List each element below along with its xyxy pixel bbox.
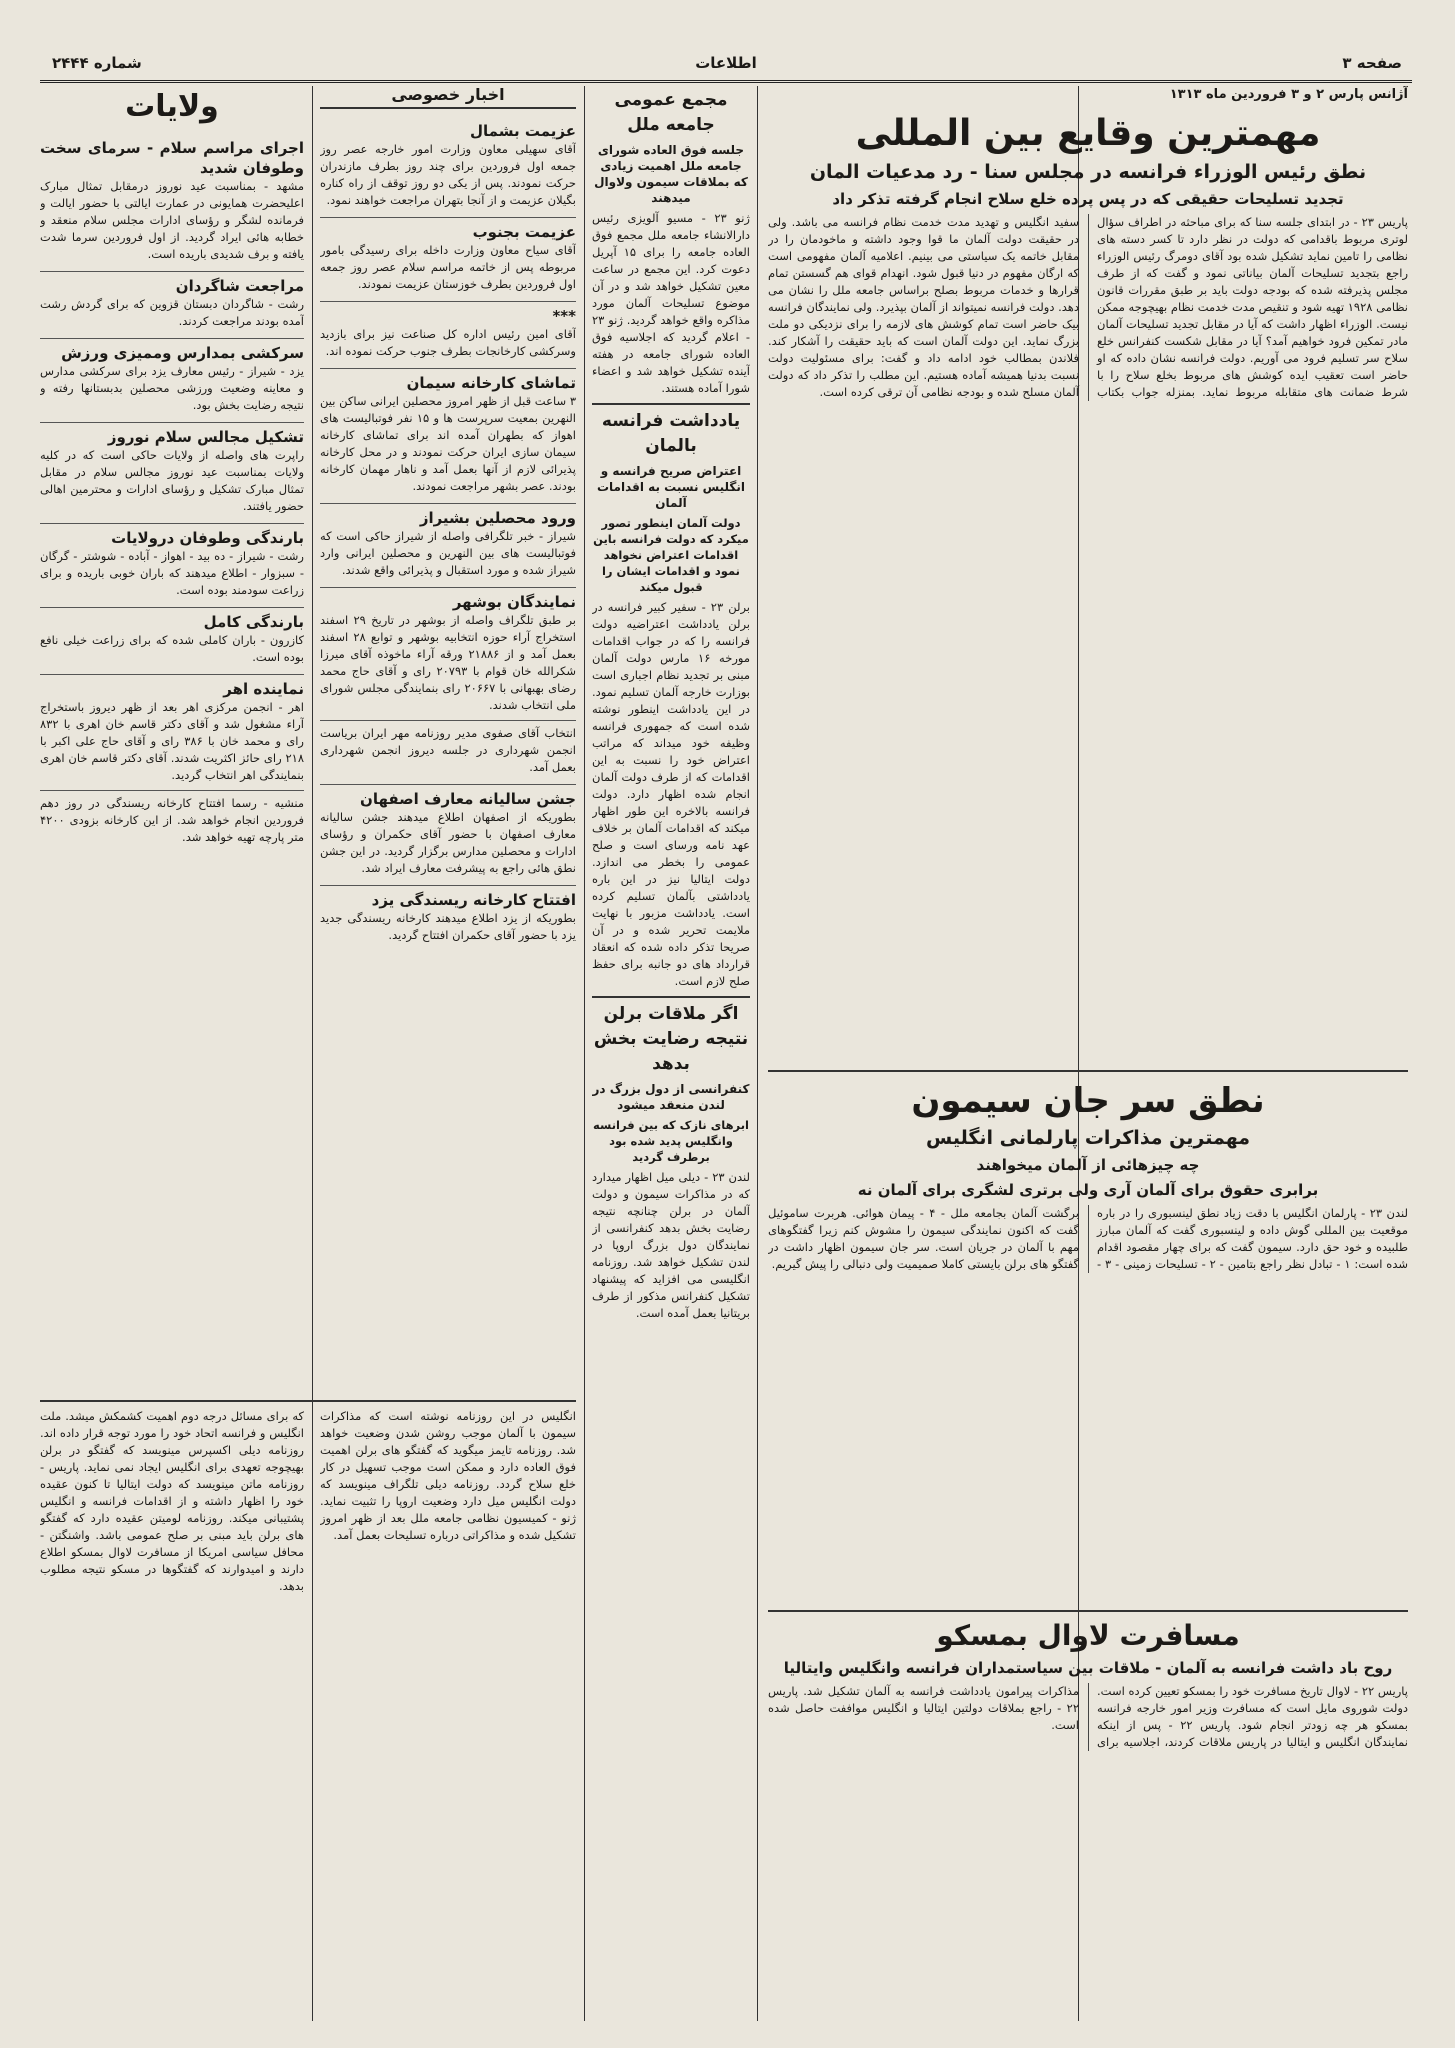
- headline: مسافرت لاوال بمسکو: [936, 1619, 1240, 1652]
- item-body: بر طبق تلگراف واصله از بوشهر در تاریخ ۲۹ اسفند استخراج آراء حوزه انتخابیه بوشهر و توابع ۲۸ اسفند بعمل آمد و از ۲۱۸۸۶ ورقه آراء ماخوذه آقای میرزا شکرالله خان قوام با ۲۰۷۹۳ رای و آقای حاج محمد رضای بهبهانی با ۲۰۶۶۷ رای بنمایندگی مجلس شورای ملی انتخاب شدند.: [320, 613, 576, 712]
- item-body: بطوریکه از اصفهان اطلاع میدهند جشن سالیانه معارف اصفهان با حضور آقای حکمران و رؤسای ادارات و محصلین مدارس برگزار گردید. در این جشن نطق هائی راجع به پیشرفت معارف ایراد شد.: [320, 810, 576, 875]
- deck: کنفرانسی از دول بزرگ در لندن منعقد میشود: [592, 1082, 750, 1112]
- item-heading: مراجعت شاگردان: [40, 271, 304, 296]
- column-rule: [757, 86, 758, 2021]
- item-heading: نماینده اهر: [40, 674, 304, 699]
- article-body: برلن ۲۳ - سفیر کبیر فرانسه در برلن یادداشت اعتراضیه دولت فرانسه را که در جواب اقدامات مورخه ۱۶ مارس دولت آلمان مبنی بر تجدید نظام اجباری است بوزارت خارجه آلمان تسلیم نمود. در این یادداشت اینطور نوشته شده است که جمهوری فرانسه وظیفه خود میداند که مراتب اعتراض خود را نسبت به این اقدامات که از طرف دولت آلمان انجام شده اظهار دارد. دولت فرانسه بالاخره این طور اظهار میکند که اقدامات آلمان بر خلاف عهد نامه ورسای است و صلح عمومی را بخطر می اندازد. دولت ایتالیا نیز در این باره یادداشتی بآلمان تسلیم کرده است. یادداشت مزبور با نهایت ملایمت تحریر شده و در آن صریحا تذکر داده شده که انعقاد قرارداد های دو جانبه برای حفظ صلح لازم است.: [592, 600, 750, 988]
- item-heading: بارندگی وطوفان درولایات: [40, 523, 304, 548]
- item-heading: تماشای کارخانه سیمان: [320, 368, 576, 393]
- deck: جلسه فوق العاده شورای جامعه ملل اهمیت زیادی که بملاقات سیمون ولاوال میدهند: [594, 143, 748, 205]
- item-heading: افتتاح کارخانه ریسندگی یزد: [320, 885, 576, 910]
- section-label: اخبار خصوصی: [320, 86, 576, 109]
- headline: اگر ملاقات برلن نتیجه رضایت بخش بدهد: [592, 996, 750, 1077]
- article-body: پاریس ۲۳ - در ابتدای جلسه سنا که برای مباحثه در اطراف سؤال لوتری مربوط باقدامی که دولت در نظر دارد تا کسر دسته های نظامی را تامین نماید تشکیل شده بود آقای دومرگ رئیس الوزراء راجع بتجدید تسلیحات آلمان بیاناتی نمود و گفت که از طرف مجلس پذیرفته شده که بودجه دولت باید بر طبق مقررات قانون نظامی ۱۹۲۸ تهیه شود و تنقیص مدت خدمت نظام بهیچوجه ممکن نیست. الوزراء اظهار داشت که آیا در مقابل تجدید تسلیحات آلمان مادر تمکین فرود خواهیم آمد؟ آیا در مقابل شکست کنفرانس خلع سلاح سر تسلیم فرود می آوریم. دولت فرانسه نشان داده که او حاضر است تعقیب ایده کوشش های مربوط بخلع سلاح را با شرط ضمانت های متقابله مربوط نماید. بمنزله جواب بکتاب سفید انگلیس و تهدید مدت خدمت نظام فرانسه می باشد. ولی در حقیقت دولت آلمان ما قوا وجود داشته و ماخودمان را در مقابل خاتمه یک سیاستی می بینیم. اعلامیه آلمان مفهومی است که ارگان مفهوم در دنیا قبول شود. انهدام قوای هم گسستن تمام قرارها و خدمات مربوط بصلح براساس جامعه ملل را نشان می دهد. دولت فرانسه نمیتواند از آلمان بپذیرد. ولی نمایندگان فرانسه بیک حاضر است تمام کوشش های لازمه را برای نزدیکی دو ملت بزرگ نماید. این دولت آلمان است که باید حقیقت را آشکار کند. فلاندن بمطالب خود ادامه داد و گفت: برای مسئولیت دولت نسبت بدنیا همیشه آماده هستیم. این مطلب را تذکر داد که دولت آلمان مسلح شده و بودجه نظامی آن ترقی کرده است.: [768, 215, 1408, 399]
- deck: نطق رئیس الوزراء فرانسه در مجلس سنا - رد مدعیات المان: [809, 161, 1367, 183]
- item-body: مشهد - بمناسبت عید نوروز درمقابل تمثال مبارک اعلیحضرت همایونی در عمارت ایالتی با حضور ایالت و فرمانده لشگر و رؤسای ادارات مجلس سلام منعقد و خطابه هائی ایراد گردید. از اول فروردین سرما شدت یافته و برف شدیدی باریده است.: [40, 179, 304, 261]
- section-rule: [768, 1070, 1408, 1072]
- item-body: اهر - انجمن مرکزی اهر بعد از ظهر دیروز باستخراج آراء مشغول شد و آقای دکتر قاسم خان اهری با ۸۳۲ رای و محمد خان با ۳۸۶ رای و آقای حاج علی اکبر با ۲۱۸ رای حائز اکثریت شدند. آقای دکتر قاسم خان اهری بنمایندگی اهر انتخاب گردید.: [40, 700, 304, 782]
- article-body: ژنو ۲۳ - مسیو آلویزی رئیس دارالانشاء جامعه ملل مجمع فوق العاده جامعه را برای ۱۵ آپریل دعوت کرد. این مجمع در ساعت معین تشکیل خواهد شد و در آن موضوع تسلیحات آلمان مورد مذاکره واقع خواهد گردید. ژنو ۲۳ - اعلام گردید که اجلاسیه فوق العاده شورای جامعه در هفته آینده تشکیل خواهد شد و اعضاء شورا آماده هستند.: [592, 211, 750, 395]
- item-body: انگلیس در این روزنامه نوشته است که مذاکرات سیمون با آلمان موجب روشن شدن وضعیت خواهد شد. روزنامه تایمز میگوید که گفتگو های برلن اهمیت فوق العاده دارد و ممکن است موجب تسهیل در کار خلع سلاح گردد. روزنامه دیلی تلگراف مینویسد که دولت انگلیس میل دارد وضعیت اروپا را تثبیت نماید. ژنو - کمیسیون نظامی جامعه ملل بعد از ظهر امروز تشکیل شده و مذاکراتی درباره تسلیحات بعمل آمد.: [320, 1409, 576, 1542]
- item-body: راپرت های واصله از ولایات حاکی است که در کلیه ولایات بمناسبت عید نوروز مجالس سلام در مقابل تمثال مبارک تشکیل و رؤسای ادارات و محترمین اهالی حضور یافتند.: [40, 448, 304, 513]
- press-review-column: [320, 1408, 576, 2023]
- item-heading: ورود محصلین بشیراز: [320, 503, 576, 528]
- kicker: چه چیزهائی از آلمان میخواهند: [976, 1156, 1200, 1174]
- deck: اعتراض صریح فرانسه و انگلیس نسبت به اقدامات آلمان: [596, 464, 745, 510]
- agency-line: آژانس پارس ۲ و ۳ فروردین ماه ۱۳۱۳: [1169, 87, 1408, 102]
- item-body: رشت - شاگردان دبستان قزوین که برای گردش رشت آمده بودند مراجعت کردند.: [40, 297, 304, 328]
- item-heading: نمایندگان بوشهر: [320, 587, 576, 612]
- item-body: آقای سیاح معاون وزارت داخله برای رسیدگی بامور مربوطه پس از خاتمه مراسم سلام عصر روز جمعه اول فروردین بطرف خوزستان عزیمت نمودند.: [320, 243, 576, 291]
- issue-number: شماره ۲۴۴۴: [52, 54, 142, 72]
- section-rule: [768, 1610, 1408, 1612]
- provinces-column: [40, 86, 304, 1396]
- kicker: دولت آلمان اینطور تصور میکرد که دولت فرانسه باین اقدامات اعتراض نخواهد نمود و اقدامات ایشان را قبول میکند: [593, 516, 749, 594]
- item-heading: عزیمت بجنوب: [320, 217, 576, 242]
- column-rule: [584, 86, 585, 2021]
- article-body: پاریس ۲۲ - لاوال تاریخ مسافرت خود را بمسکو تعیین کرده است. دولت شوروی مایل است که مسافرت وزیر امور خارجه فرانسه بمسکو هر چه زودتر انجام شود. پاریس ۲۲ - پس از اینکه نمایندگان انگلیس و ایتالیا در پاریس ملاقات کردند، اجلاسیه برای مذاکرات پیرامون یادداشت فرانسه به آلمان تشکیل شد. پاریس ۲۲ - راجع بملاقات دولتین ایتالیا و انگلیس مواففت حاصل شده است.: [768, 1684, 1408, 1749]
- kicker: تجدید تسلیحات حقیقی که در پس پرده خلع سلاح انجام گرفته تذکر داد: [832, 190, 1344, 208]
- headline: ولایات: [125, 89, 219, 124]
- press-review-column: [40, 1408, 304, 2023]
- laval-article: [768, 1616, 1408, 2026]
- item-body: آقای سهیلی معاون وزارت امور خارجه عصر روز جمعه اول فروردین برای چند روز بطرف مازندران حرکت نمودند. پس از یکی دو روز توقف از راه کناره بگیلان عزیمت و از آنجا بتهران مراجعت خواهند نمود.: [320, 142, 576, 207]
- private-news-column: [320, 86, 576, 1396]
- item-body: منشیه - رسما افتتاح کارخانه ریسندگی در روز دهم فروردین انجام خواهد شد. از این کارخانه بزودی ۴۲۰۰ متر پارچه تهیه خواهد شد.: [40, 790, 304, 846]
- paper-name: اطلاعات: [695, 54, 757, 72]
- kicker: ابرهای نازک که بین فرانسه وانگلیس پدید شده بود برطرف گردید: [593, 1118, 749, 1164]
- deck: مهمترین مذاکرات پارلمانی انگلیس: [925, 1127, 1251, 1149]
- item-body: یزد - شیراز - رئیس معارف یزد برای سرکشی مدارس و معاینه وضعیت ورزشی محصلین بدبستانها رفته و نتیجه رضایت بخش بود.: [40, 364, 304, 412]
- headline: نطق سر جان سیمون: [911, 1081, 1265, 1121]
- item-heading: بارندگی کامل: [40, 607, 304, 632]
- item-body: شیراز - خبر تلگرافی واصله از شیراز حاکی است که فوتبالیست های بین النهرین و محصلین ایرانی وارد شیراز شده و مورد استقبال و پذیرائی واقع شدند.: [320, 529, 576, 577]
- kicker: روح باد داشت فرانسه به آلمان - ملاقات بین سیاستمداران فرانسه وانگلیس وایتالیا: [783, 1659, 1393, 1677]
- page-header: [40, 52, 1412, 83]
- article-body: لندن ۲۳ - پارلمان انگلیس با دقت زیاد نطق لینسبوری را در باره موقعیت بین المللی گوش داده و لینسبوری گفت که آلمان مبارز طلبیده و خود حق دارد. سیمون گفت که برای چهار مقصود اقدام شده است: ۱ - تبادل نظر راجع بتامین - ۲ - تسلیحات زمینی - ۳ - برگشت آلمان بجامعه ملل - ۴ - پیمان هوائی. هربرت ساموئیل گفت که اکنون نمایندگی سیمون را مشوش کنم زیرا گفتگوهای مهم با آلمان در جریان است. سر جان سیمون اظهار داشت در گفتگو های برلن بایستی کاملا صمیمیت ولی دنبالی را پیش گیریم.: [768, 1206, 1408, 1271]
- international-article: [768, 110, 1408, 1070]
- item-heading: جشن سالیانه معارف اصفهان: [320, 784, 576, 809]
- section-rule: [40, 1400, 576, 1402]
- item-body: که برای مسائل درجه دوم اهمیت کشمکش میشد. ملت انگلیس و فرانسه اتحاد خود را مورد توجه قرار داده اند. روزنامه دیلی اکسپرس مینویسد که گفتگو در برلن بهیچوجه تعهدی برای انگلیس ایجاد نمی نماید. پاریس - روزنامه ماتن مینویسد که دولت ایتالیا تا کنون عقیده خود را اظهار داشته و از اقدامات فرانسه و انگلیس پشتیبانی میکند. روزنامه لومیتن عقیده دارد که گفتگو های برلن باید مبنی بر صلح عمومی باشد. واشنگتن - محافل سیاسی امریکا از مسافرت لاوال بمسکو اطلاع دارند و امیدوارند که گفتگوها در مسکو نتیجه مطلوب بدهد.: [40, 1409, 304, 1593]
- item-body: بطوریکه از یزد اطلاع میدهند کارخانه ریسندگی جدید یزد با حضور آقای حکمران افتتاح گردید.: [320, 911, 576, 942]
- item-body: کازرون - باران کاملی شده که برای زراعت خیلی نافع بوده است.: [40, 633, 304, 664]
- league-column: [592, 86, 750, 2021]
- item-body: آقای امین رئیس اداره کل صناعت نیز برای بازدید وسرکشی کارخانجات بطرف جنوب حرکت نموده اند.: [320, 327, 576, 358]
- item-body: رشت - شیراز - ده بید - اهواز - آباده - شوشتر - گرگان - سبزوار - اطلاع میدهند که باران خوبی باریده و برای زراعت سودمند بوده است.: [40, 549, 304, 597]
- headline: مجمع عمومی جامعه ملل: [614, 90, 728, 135]
- article-body: لندن ۲۳ - دیلی میل اظهار میدارد که در مذاکرات سیمون و دولت آلمان در برلن چنانچه نتیجه رضایت بخش بدهد کنفرانسی از نمایندگان دول بزرگ اروپا در لندن تشکیل خواهد شد. روزنامه انگلیسی می افزاید که پیشنهاد تشکیل کنفرانس مذکور از طرف بریتانیا بعمل آمده است.: [592, 1170, 750, 1320]
- page-number: صفحه ۳: [1342, 54, 1402, 72]
- kicker: برابری حقوق برای آلمان آری ولی برتری لشگری برای آلمان نه: [857, 1181, 1319, 1199]
- item-body: انتخاب آقای صفوی مدیر روزنامه مهر ایران بریاست انجمن شهرداری در جلسه دیروز انجمن شهرداری بعمل آمد.: [320, 720, 576, 776]
- simon-article: [768, 1078, 1408, 1608]
- item-heading: سرکشی بمدارس وممیزی ورزش: [40, 338, 304, 363]
- headline: مهمترین وقایع بین المللی: [855, 113, 1321, 154]
- item-heading: عزیمت بشمال: [470, 122, 576, 140]
- column-rule: [312, 86, 313, 2021]
- item-heading: اجرای مراسم سلام - سرمای سخت وطوفان شدید: [40, 139, 304, 177]
- item-heading: تشکیل مجالس سلام نوروز: [40, 422, 304, 447]
- headline: یادداشت فرانسه بالمان: [592, 403, 750, 459]
- item-body: ۳ ساعت قبل از ظهر امروز محصلین ایرانی ساکن بین النهرین بمعیت سرپرست ها و ۱۵ نفر فوتبالیست های اهواز که بطهران آمده اند برای تماشای کارخانه سیمان سازی ایران حرکت نمودند و در محل کارخانه پذیرائی لازم از آنها بعمل آمد و ناهار مهمان کارخانه بودند. عصر بشهر مراجعت نمودند.: [320, 394, 576, 493]
- separator: ***: [320, 301, 576, 326]
